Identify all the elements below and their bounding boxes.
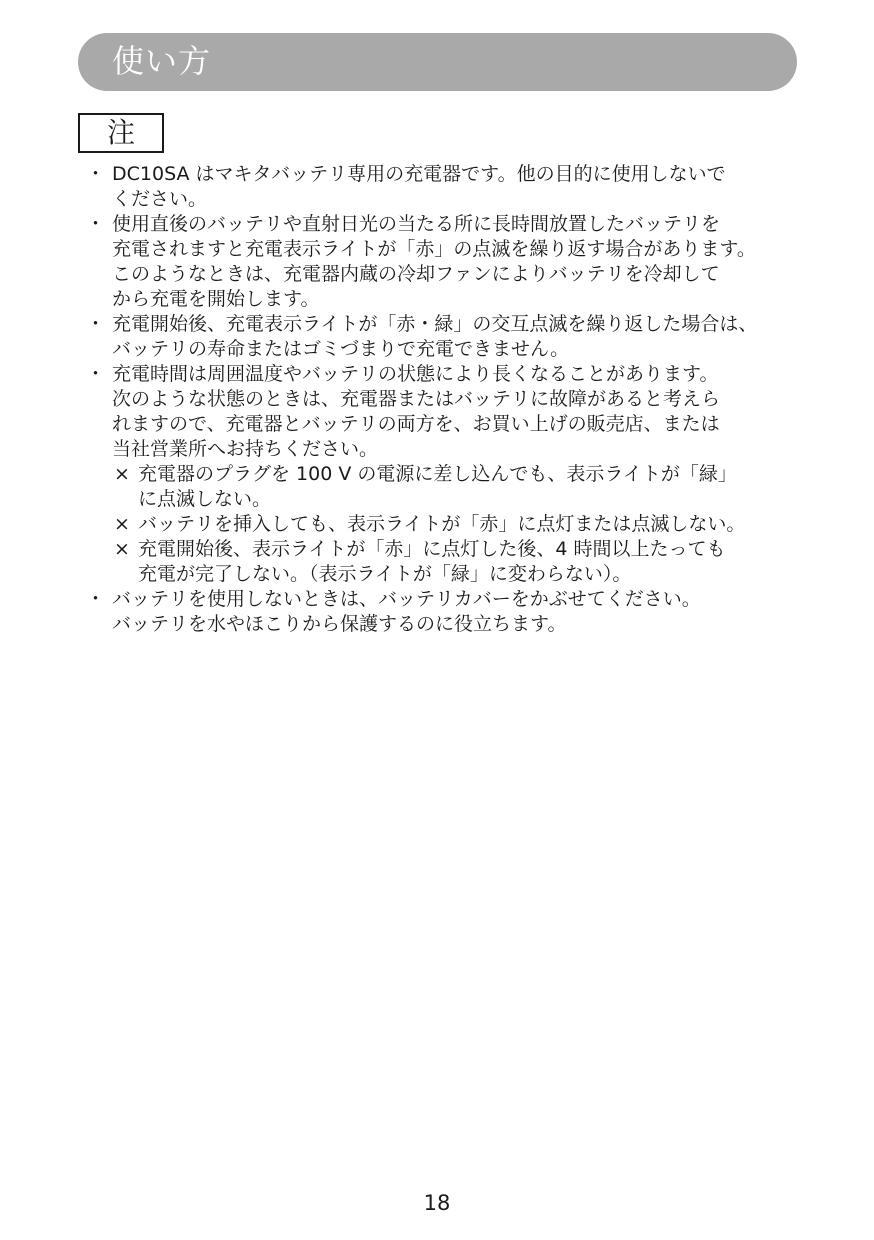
note-line: れますので、充電器とバッテリの両方を、お買い上げの販売店、または bbox=[112, 413, 720, 435]
note-line: 当社営業所へお持ちください。 bbox=[112, 438, 379, 460]
page-number: 18 bbox=[423, 1191, 451, 1215]
sub-item bbox=[112, 512, 804, 537]
note-line: DC10SA はマキタバッテリ専用の充電器です。他の目的に使用しないで bbox=[112, 163, 726, 185]
note-line: バッテリの寿命またはゴミづまりで充電できません。 bbox=[112, 338, 570, 360]
note-line: 充電開始後、表示ライトが「赤」に点灯した後、4 時間以上たっても bbox=[138, 538, 726, 560]
note-line: 充電時間は周囲温度やバッテリの状態により長くなることがあります。 bbox=[112, 363, 719, 385]
list-item bbox=[84, 587, 804, 637]
note-line: バッテリを使用しないときは、バッテリカバーをかぶせてください。 bbox=[112, 588, 701, 610]
section-header-bar bbox=[78, 33, 797, 91]
note-line: 充電が完了しない。（表示ライトが「緑」に変わらない）。 bbox=[138, 563, 632, 585]
note-line: 次のような状態のときは、充電器またはバッテリに故障があると考えら bbox=[112, 388, 721, 410]
note-line: から充電を開始します。 bbox=[112, 288, 320, 310]
bullet-mark: ・ bbox=[86, 363, 106, 385]
bullet-mark: ・ bbox=[86, 163, 106, 185]
bullet-mark: ・ bbox=[86, 588, 106, 610]
note-line: 充電開始後、充電表示ライトが「赤・緑」の交互点滅を繰り返した場合は、 bbox=[112, 313, 758, 335]
caution-label: 注 bbox=[106, 116, 135, 149]
list-item bbox=[84, 312, 804, 362]
note-line: ください。 bbox=[112, 188, 208, 210]
section-title: 使い方 bbox=[112, 42, 212, 80]
note-line: 充電されますと充電表示ライトが「赤」の点滅を繰り返す場合があります。 bbox=[112, 238, 756, 260]
sub-item bbox=[112, 537, 804, 587]
note-line: 充電器のプラグを 100 V の電源に差し込んでも、表示ライトが「緑」 bbox=[138, 463, 737, 485]
bullet-mark: ・ bbox=[86, 213, 106, 235]
note-line: このようなときは、充電器内蔵の冷却ファンによりバッテリを冷却して bbox=[112, 263, 720, 285]
caution-list bbox=[84, 162, 804, 637]
note-line: バッテリを挿入しても、表示ライトが「赤」に点灯または点滅しない。 bbox=[138, 513, 746, 535]
note-line: 使用直後のバッテリや直射日光の当たる所に長時間放置したバッテリを bbox=[112, 213, 721, 235]
cross-mark: × bbox=[114, 538, 130, 560]
cross-mark: × bbox=[114, 513, 130, 535]
note-line: に点滅しない。 bbox=[138, 488, 272, 510]
bullet-mark: ・ bbox=[86, 313, 106, 335]
sub-item bbox=[112, 462, 804, 512]
note-line: バッテリを水やほこりから保護するのに役立ちます。 bbox=[112, 613, 567, 635]
list-item bbox=[84, 362, 804, 587]
caution-box bbox=[78, 113, 164, 153]
list-item bbox=[84, 212, 804, 312]
list-item bbox=[84, 162, 804, 212]
cross-mark: × bbox=[114, 463, 130, 485]
